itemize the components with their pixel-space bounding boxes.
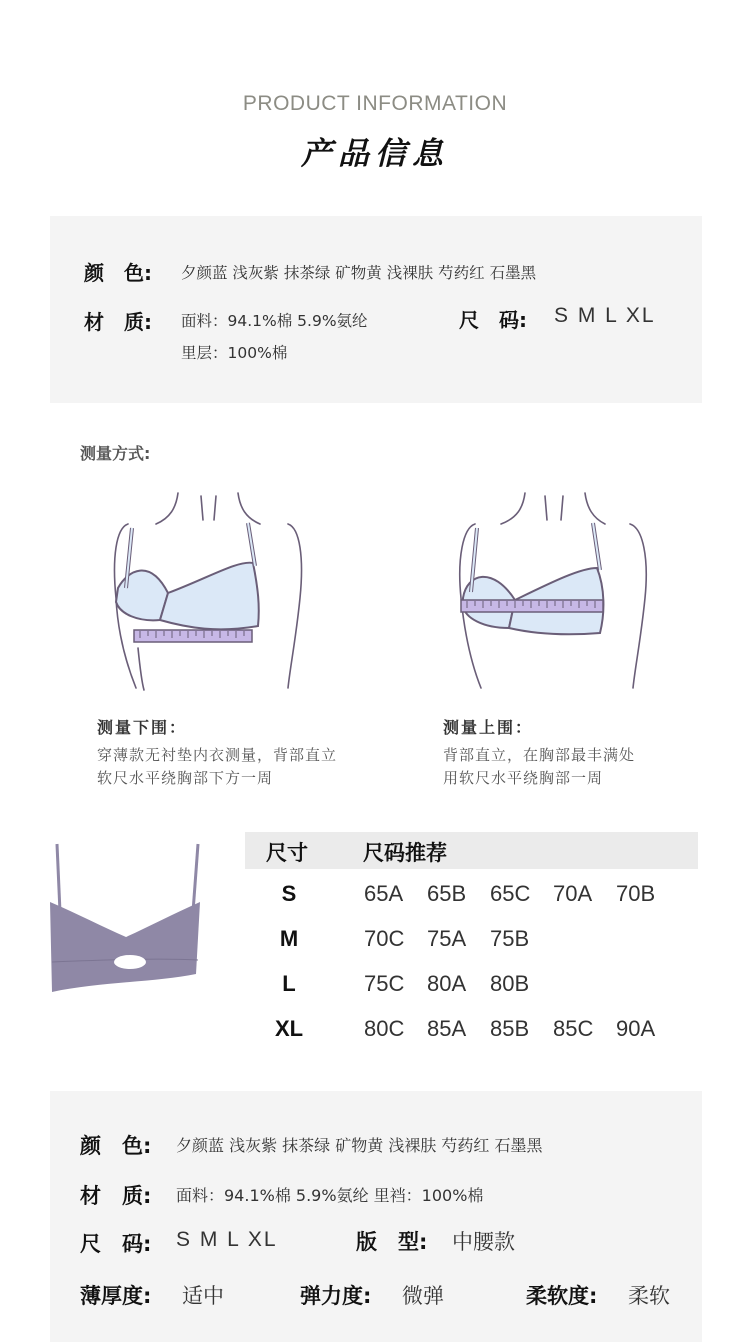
material-line1: 面料：94.1%棉 5.9%氨纶 xyxy=(181,312,368,330)
size-row-l: L xyxy=(282,971,296,996)
size-column-header: 尺寸 xyxy=(266,841,308,865)
overbust-line1: 背部直立，在胸部最丰满处 xyxy=(443,746,636,764)
size-row-m-recs: 70C 75A 75B xyxy=(364,926,530,951)
header-en-title: PRODUCT INFORMATION xyxy=(242,92,508,115)
softness-value: 柔软 xyxy=(628,1284,670,1308)
size-row-xl: XL xyxy=(274,1016,304,1041)
size-label: 尺 码: xyxy=(459,308,527,332)
material-line2: 里层：100%棉 xyxy=(181,344,288,362)
overbust-title: 测量上围： xyxy=(443,718,534,737)
bottom-size-value: S M L XL xyxy=(176,1228,278,1251)
header-cn-title: 产品信息 xyxy=(301,136,449,172)
color-value: 夕颜蓝 浅灰紫 抹茶绿 矿物黄 浅裸肤 芍药红 石墨黑 xyxy=(181,264,537,282)
thickness-value: 适中 xyxy=(182,1284,224,1308)
overbust-line2: 用软尺水平绕胸部一周 xyxy=(443,769,604,787)
product-image xyxy=(48,842,208,994)
size-row-s: S xyxy=(281,881,297,906)
bottom-size-label: 尺 码: xyxy=(80,1232,152,1256)
softness-label: 柔软度: xyxy=(526,1284,598,1308)
material-label: 材 质: xyxy=(84,310,152,334)
underbust-illustration xyxy=(98,488,318,693)
bottom-color-label: 颜 色: xyxy=(80,1134,152,1158)
elasticity-label: 弹力度: xyxy=(300,1284,372,1308)
size-row-s-recs: 65A 65B 65C 70A 70B xyxy=(364,881,656,906)
underbust-title: 测量下围： xyxy=(97,718,188,737)
bottom-material-value: 面料：94.1%棉 5.9%氨纶 里裆：100%棉 xyxy=(176,1186,484,1205)
overbust-illustration xyxy=(445,488,665,693)
size-row-l-recs: 75C 80A 80B xyxy=(364,971,530,996)
size-row-xl-recs: 80C 85A 85B 85C 90A xyxy=(364,1016,656,1041)
recommendation-column-header: 尺码推荐 xyxy=(363,841,447,865)
underbust-line1: 穿薄款无衬垫内衣测量，背部直立 xyxy=(97,746,338,764)
bottom-material-label: 材 质: xyxy=(80,1184,152,1208)
size-value: S M L XL xyxy=(554,304,656,327)
size-row-m: M xyxy=(279,926,299,951)
size-table-header xyxy=(245,832,698,869)
bottom-color-value: 夕颜蓝 浅灰紫 抹茶绿 矿物黄 浅裸肤 芍药红 石墨黑 xyxy=(176,1136,543,1155)
fit-value: 中腰款 xyxy=(452,1230,515,1254)
color-label: 颜 色: xyxy=(84,261,152,285)
measure-heading: 测量方式: xyxy=(80,444,151,463)
fit-label: 版 型: xyxy=(356,1230,428,1254)
thickness-label: 薄厚度: xyxy=(80,1284,152,1308)
underbust-line2: 软尺水平绕胸部下方一周 xyxy=(97,769,274,787)
elasticity-value: 微弹 xyxy=(402,1284,444,1308)
